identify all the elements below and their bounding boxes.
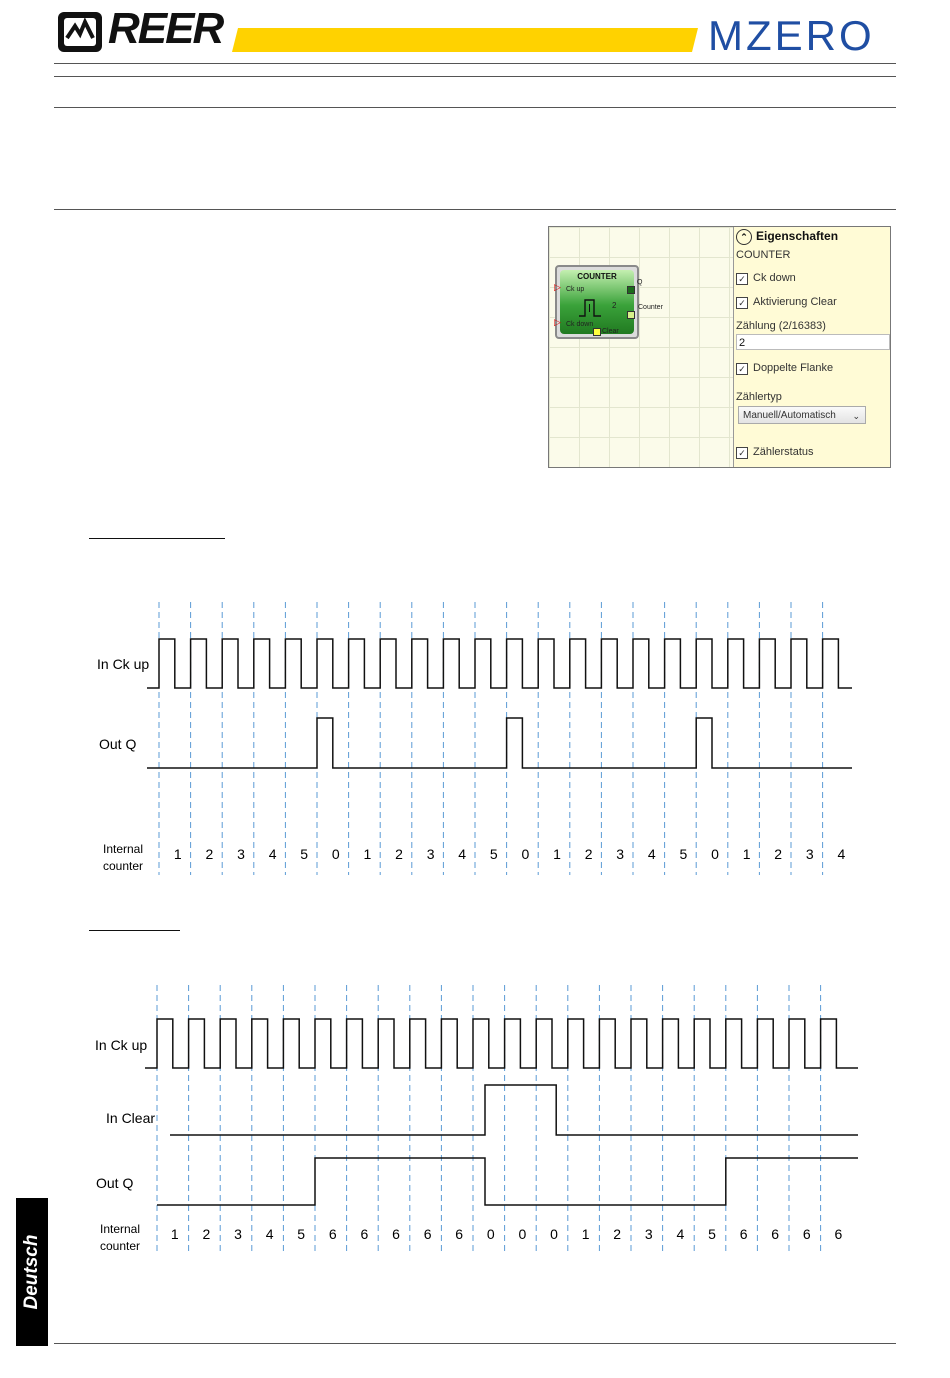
- counter-value: 4: [265, 1226, 274, 1242]
- properties-header: [736, 229, 838, 245]
- diagram2-counter-values: [171, 1226, 843, 1242]
- counter-value: 2: [205, 846, 214, 862]
- counter-type-select[interactable]: [738, 406, 866, 424]
- counter-value: 4: [268, 846, 277, 862]
- counter-value: 6: [771, 1226, 780, 1242]
- counter-value: 6: [423, 1226, 432, 1242]
- counter-value: 6: [739, 1226, 748, 1242]
- counter-block-body: [560, 270, 634, 334]
- diagram1-counter-label: counter: [103, 859, 144, 873]
- diagram2-clear-waveform: [170, 1085, 858, 1135]
- properties-title: Eigenschaften: [756, 229, 839, 243]
- counter-type-label: Zählertyp: [736, 391, 782, 403]
- output-counter-port: [627, 311, 635, 319]
- output-q-label: Q: [637, 279, 643, 286]
- counter-value: 3: [426, 846, 435, 862]
- diagram2-counter-label: counter: [100, 1239, 141, 1253]
- diagram1-internal-label: Internal: [103, 842, 144, 856]
- counter-value: 1: [170, 1226, 179, 1242]
- product-logo: [708, 12, 875, 60]
- counter-value: 6: [392, 1226, 400, 1242]
- double-edge-checkbox[interactable]: ✓: [736, 363, 748, 375]
- diagram2-out-q-waveform: [157, 1158, 858, 1205]
- counter-value: 2: [774, 846, 783, 862]
- counter-status-checkbox[interactable]: ✓: [736, 447, 748, 459]
- footer-divider: [54, 1343, 896, 1344]
- collapse-icon[interactable]: ⌃: [736, 229, 752, 245]
- counter-value: 6: [802, 1226, 811, 1242]
- counter-value: 4: [647, 846, 656, 862]
- header-yellow-bar: [232, 28, 698, 52]
- counter-value: 4: [676, 1226, 685, 1242]
- counter-value: 0: [486, 1226, 495, 1242]
- diagram1-ck-up-label: In Ck up: [97, 656, 150, 672]
- counter-value: 0: [518, 1226, 527, 1242]
- input-ck-up-label: Ck up: [566, 286, 585, 293]
- timing-diagram-1: [0, 590, 950, 890]
- diagram1-heading-underline: [89, 538, 225, 539]
- block-value: 2: [612, 301, 617, 310]
- counter-value: 3: [234, 1226, 242, 1242]
- counter-type-value: Manuell/Automatisch: [743, 410, 836, 421]
- enable-clear-option[interactable]: [736, 296, 837, 309]
- editor-canvas: [549, 227, 734, 467]
- component-name: COUNTER: [736, 249, 791, 261]
- double-edge-label: Doppelte Flanke: [753, 362, 834, 374]
- counter-value: 0: [331, 846, 340, 862]
- diagram2-heading-underline: [89, 930, 180, 931]
- output-counter-label: Counter: [638, 304, 663, 311]
- counter-value: 1: [553, 846, 561, 862]
- counter-value: 6: [328, 1226, 337, 1242]
- counter-value: 6: [455, 1226, 464, 1242]
- pulse-icon: [578, 296, 602, 320]
- counter-value: 5: [300, 846, 309, 862]
- counter-value: 1: [363, 846, 372, 862]
- properties-panel: [734, 227, 891, 467]
- language-label: Deutsch: [21, 1234, 42, 1310]
- diagram2-ck-up-waveform: [145, 1019, 858, 1068]
- double-edge-option[interactable]: [736, 362, 833, 375]
- counter-value: 6: [360, 1226, 369, 1242]
- ck-down-option[interactable]: [736, 272, 796, 285]
- section-divider-top: [54, 107, 896, 108]
- counter-value: 5: [297, 1226, 306, 1242]
- input-ck-up-arrow: ▷: [554, 282, 561, 292]
- diagram1-out-q-label: Out Q: [99, 736, 137, 752]
- brand-text: REER: [108, 4, 223, 53]
- counter-value: 5: [708, 1226, 716, 1242]
- enable-clear-checkbox[interactable]: ✓: [736, 297, 748, 309]
- output-q-port: [627, 286, 635, 294]
- count-label: Zählung (2/16383): [736, 320, 826, 332]
- counter-value: 6: [834, 1226, 843, 1242]
- diagram1-out-q-waveform: [147, 718, 852, 768]
- counter-value: 5: [679, 846, 688, 862]
- counter-value: 1: [742, 846, 751, 862]
- count-input[interactable]: 2: [736, 334, 890, 350]
- section-divider-bottom: [54, 209, 896, 210]
- input-clear-label: Clear: [602, 328, 619, 335]
- counter-value: 4: [837, 846, 846, 862]
- counter-status-label: Zählerstatus: [753, 446, 814, 458]
- counter-block[interactable]: [555, 265, 639, 339]
- counter-value: 4: [458, 846, 467, 862]
- input-clear-port: [593, 328, 601, 336]
- counter-value: 1: [173, 846, 182, 862]
- diagram2-out-q-label: Out Q: [96, 1175, 134, 1191]
- diagram2-internal-label: Internal: [100, 1222, 141, 1236]
- product-text: MZERO: [708, 12, 875, 59]
- counter-value: 3: [616, 846, 625, 862]
- counter-value: 0: [550, 1226, 558, 1242]
- counter-value: 2: [395, 846, 403, 862]
- counter-properties-screenshot: [548, 226, 891, 468]
- diagram2-clear-label: In Clear: [106, 1110, 156, 1126]
- language-side-tab: [16, 1198, 48, 1346]
- chevron-down-icon: ⌄: [852, 411, 860, 421]
- header-divider-1: [54, 63, 896, 64]
- input-ck-down-arrow: ▷: [554, 317, 561, 327]
- counter-value: 0: [711, 846, 719, 862]
- counter-value: 5: [489, 846, 498, 862]
- counter-value: 3: [237, 846, 245, 862]
- ck-down-label: Ck down: [753, 272, 796, 284]
- header-divider-2: [54, 76, 896, 77]
- counter-status-option[interactable]: [736, 446, 814, 459]
- input-ck-down-label: Ck down: [566, 321, 594, 328]
- counter-value: 3: [644, 1226, 653, 1242]
- counter-value: 1: [581, 1226, 590, 1242]
- counter-value: 2: [202, 1226, 211, 1242]
- diagram2-ck-up-label: In Ck up: [95, 1037, 148, 1053]
- diagram1-ck-up-waveform: [147, 639, 852, 688]
- timing-diagram-2: [0, 975, 950, 1265]
- counter-value: 2: [613, 1226, 622, 1242]
- counter-block-title: COUNTER: [577, 272, 617, 281]
- diagram1-counter-values: [174, 846, 846, 862]
- counter-value: 0: [521, 846, 530, 862]
- counter-value: 3: [805, 846, 814, 862]
- counter-value: 2: [584, 846, 593, 862]
- ck-down-checkbox[interactable]: ✓: [736, 273, 748, 285]
- enable-clear-label: Aktivierung Clear: [753, 296, 837, 308]
